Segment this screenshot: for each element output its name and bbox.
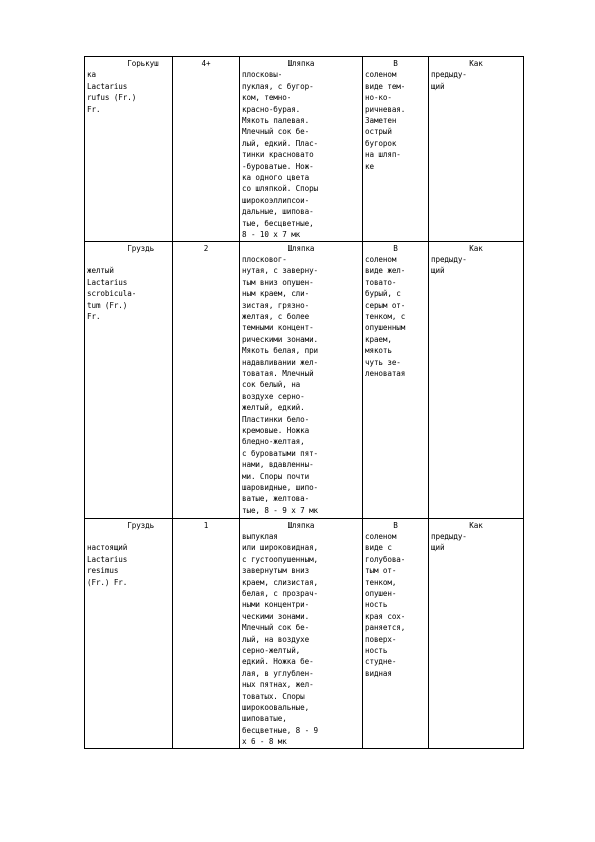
cell-line: Lactarius	[87, 81, 128, 91]
cell-line: бурый, с	[365, 289, 401, 299]
cell-line: ка одного цвета	[242, 173, 310, 183]
cell-line: широкоовальные,	[242, 703, 310, 712]
cell-line: щий	[431, 266, 445, 276]
cell-line: шаровидные, шипо-	[242, 483, 319, 493]
cell-line: В	[393, 59, 398, 68]
cell-line: щий	[431, 81, 445, 91]
cell-line: Мякоть палевая.	[242, 116, 310, 126]
mushroom-table	[84, 56, 524, 749]
cell-line: надавливании жел-	[242, 357, 319, 367]
category-cell	[173, 241, 240, 518]
cell-line: поверх-	[365, 634, 397, 644]
cell-line: ка	[87, 70, 96, 80]
cell-line: Заметен	[365, 116, 397, 126]
cell-line: на шляп-	[365, 150, 401, 160]
cell-line: тым вниз опушен-	[242, 277, 314, 287]
cell-line: бледно-желтая,	[242, 437, 305, 447]
cell-line: со шляпкой. Споры	[242, 184, 319, 194]
cell-line: дальные, шипова-	[242, 207, 314, 217]
cell-line: В	[393, 520, 398, 530]
cell-line: нами, вдавленны-	[242, 460, 314, 470]
cell-line: тинки красновато	[242, 150, 314, 160]
cell-line: щий	[431, 543, 445, 553]
salted-appearance-cell	[363, 518, 429, 748]
cell-line	[87, 254, 170, 265]
cell-line: 1	[203, 520, 209, 530]
cell-line: кремовые. Ножка	[242, 426, 310, 435]
cell-line: Груздь	[87, 243, 155, 253]
cell-line: ными концентри-	[242, 600, 310, 610]
cell-line: тые, бесцветные,	[242, 218, 314, 228]
cell-line: голубова-	[365, 554, 406, 564]
cell-line: ми. Споры почти	[242, 471, 310, 481]
cell-line: зистая, грязно-	[242, 300, 310, 310]
usage-cell	[429, 518, 524, 748]
cell-line: 2	[203, 243, 209, 253]
cell-line: серно-желтый,	[242, 645, 301, 655]
cell-line: Fr.	[87, 311, 101, 321]
cell-line: леноватая	[365, 368, 406, 378]
table-row	[85, 518, 524, 748]
cell-line: Груздь	[87, 520, 155, 530]
cell-line: соленом	[365, 70, 397, 80]
table-row	[85, 57, 524, 242]
cap-description-cell	[240, 57, 363, 242]
cell-line: настоящий	[87, 543, 128, 553]
cell-line: студне-	[365, 657, 397, 667]
cell-line: Млечный сок бе-	[242, 127, 310, 137]
cell-line: ке	[365, 161, 374, 171]
cell-line: краем, слизистая,	[242, 577, 319, 587]
cell-line: широкоэллипсои-	[242, 195, 310, 205]
species-name-cell	[85, 241, 173, 518]
cell-line: Горькуш	[87, 59, 159, 68]
cell-line: предыду-	[431, 254, 467, 264]
cell-line: желтый	[87, 266, 114, 276]
cell-line: предыду-	[431, 70, 467, 80]
cell-line: красно-бурая.	[242, 104, 301, 114]
cell-line: виде с	[365, 543, 392, 553]
cell-line: лый, на воздухе	[242, 634, 310, 644]
cell-line: виде тем-	[365, 81, 406, 91]
cell-line: тым от-	[365, 566, 397, 576]
cell-line: опушенным	[365, 323, 406, 333]
cell-line: соленом	[365, 531, 397, 541]
cell-line: Шляпка	[287, 520, 315, 530]
cell-line: желтый, едкий.	[242, 403, 305, 413]
species-name-cell	[85, 518, 173, 748]
cap-description-cell	[240, 518, 363, 748]
cell-line: tum (Fr.)	[87, 300, 128, 310]
salted-appearance-cell	[363, 241, 429, 518]
cell-line: плосковог-	[242, 254, 287, 264]
cell-line: виде жел-	[365, 266, 406, 276]
salted-appearance-cell	[363, 57, 429, 242]
cell-line	[87, 531, 170, 542]
cell-line: воздухе серно-	[242, 391, 305, 401]
cell-line: острый	[365, 127, 392, 137]
category-cell	[173, 57, 240, 242]
cell-line: rufus (Fr.)	[87, 93, 137, 103]
cell-line: ность	[365, 600, 388, 610]
cell-line: х 6 - 8 мк	[242, 737, 287, 747]
cell-line: ком, темно-	[242, 93, 292, 103]
cell-line: предыду-	[431, 531, 467, 541]
cell-line: белая, с прозрач-	[242, 588, 319, 598]
cell-line: с густоопушенным,	[242, 554, 319, 564]
cell-line: края сох-	[365, 611, 406, 621]
cell-line: ричневая.	[365, 104, 406, 114]
cell-line: желтая, с более	[242, 311, 310, 321]
cell-line: ных пятнах, жел-	[242, 680, 314, 690]
cell-line: Lactarius	[87, 277, 128, 287]
cell-line: Шляпка	[287, 243, 315, 253]
usage-cell	[429, 57, 524, 242]
cell-line: scrobicula-	[87, 289, 137, 299]
cell-line: лый, едкий. Плас-	[242, 138, 319, 148]
cell-line: с буроватыми пят-	[242, 448, 319, 458]
cell-line: лая, в углублен-	[242, 668, 314, 678]
cell-line: нутая, с заверну-	[242, 266, 319, 276]
cell-line: Шляпка	[287, 59, 315, 68]
cell-line: товатая. Млечный	[242, 368, 314, 378]
cell-line: тенком, с	[365, 311, 406, 321]
cell-line: шиповатые,	[242, 714, 287, 724]
cell-line: тенком,	[365, 577, 397, 587]
cell-line: видная	[365, 668, 392, 678]
cell-line: Как	[469, 520, 483, 530]
cell-line: -буроватые. Нож-	[242, 161, 314, 171]
cell-line: Млечный сок бе-	[242, 623, 310, 633]
cell-line: Lactarius	[87, 554, 128, 564]
cell-line: рическими зонами.	[242, 334, 319, 344]
cell-line: едкий. Ножка бе-	[242, 657, 314, 667]
cell-line: ность	[365, 645, 388, 655]
category-cell	[173, 518, 240, 748]
cell-line: товато-	[365, 277, 397, 287]
cell-line: ватые, желтова-	[242, 494, 310, 504]
cell-line: бесцветные, 8 - 9	[242, 725, 319, 735]
cell-line: Пластинки бело-	[242, 414, 310, 424]
cell-line: В	[393, 243, 398, 253]
cell-line: (Fr.) Fr.	[87, 577, 128, 587]
cell-line: ным краем, сли-	[242, 289, 310, 299]
species-name-cell	[85, 57, 173, 242]
cell-line: 4+	[201, 59, 211, 68]
cell-line: пуклая, с бугор-	[242, 81, 314, 91]
usage-cell	[429, 241, 524, 518]
cell-line: ческими зонами.	[242, 611, 310, 621]
cell-line: серым от-	[365, 300, 406, 310]
cell-line: сок белый, на	[242, 380, 301, 390]
cell-line: бугорок	[365, 138, 397, 148]
cell-line: resimus	[87, 566, 119, 576]
cell-line: выпуклая	[242, 531, 278, 541]
cell-line: темными концент-	[242, 323, 314, 333]
table-row	[85, 241, 524, 518]
cell-line: Мякоть белая, при	[242, 346, 319, 356]
cell-line: Как	[469, 59, 483, 68]
cell-line: товатых. Споры	[242, 691, 305, 701]
cell-line: тые, 8 - 9 х 7 мк	[242, 505, 319, 515]
cell-line: краем,	[365, 334, 392, 344]
cell-line: плосковы-	[242, 70, 283, 80]
cell-line: завернутым вниз	[242, 566, 310, 576]
cell-line: но-ко-	[365, 93, 392, 103]
cell-line: раняется,	[365, 623, 406, 633]
cell-line: соленом	[365, 254, 397, 264]
cell-line: опушен-	[365, 588, 397, 598]
cell-line: Fr.	[87, 104, 101, 114]
cap-description-cell	[240, 241, 363, 518]
cell-line: 8 - 10 х 7 мк	[242, 230, 301, 240]
cell-line: или широковидная,	[242, 543, 319, 553]
cell-line: Как	[469, 243, 483, 253]
cell-line: чуть зе-	[365, 357, 401, 367]
cell-line: мякоть	[365, 346, 392, 356]
